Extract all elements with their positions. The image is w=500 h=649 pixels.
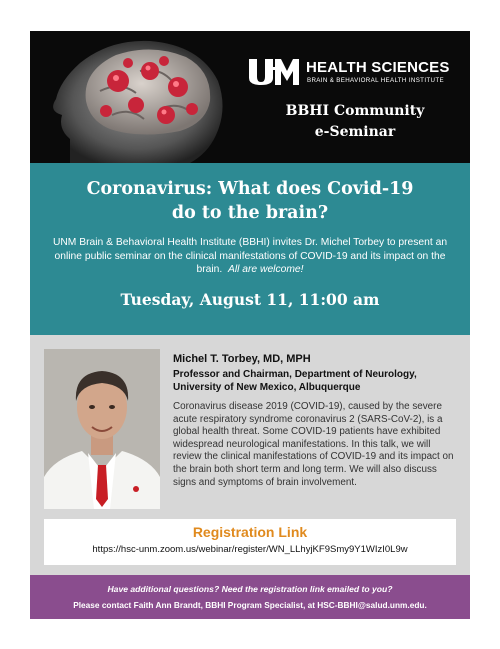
registration-box [44, 519, 456, 565]
invitation-text [40, 236, 460, 277]
footer-contact: Please contact Faith Ann Brandt, BBHI Program Specialist, at HSC-BBHI@salud.unm.edu. [73, 600, 427, 610]
event-title-line2: do to the brain? [171, 203, 329, 223]
event-date: Tuesday, August 11, 11:00 am [120, 290, 380, 309]
speaker-name: Michel T. Torbey, MD, MPH [173, 353, 311, 365]
invite-body: UNM Brain & Behavioral Health Institute (BBHI) invites Dr. Michel Torbey to present an online public seminar on the clinical manifestations of COVID-19 and its impact on the brain. [52, 237, 448, 275]
registration-label: Registration Link [192, 524, 308, 540]
event-title [30, 177, 470, 225]
speaker-portrait-image [44, 349, 160, 509]
series-subtitle: e-Seminar [314, 124, 396, 140]
series-title: BBHI Community [285, 103, 425, 119]
org-name: HEALTH SCIENCES [306, 59, 450, 76]
talk-abstract: Coronavirus disease 2019 (COVID-19), caused by the severe acute respiratory syndrome coronavirus 2 (SARS-CoV-2), is a global health threat. Some COVID-19 patients have exhibited widespread neurological manifestations. In this talk, we will review the clinical manifestations of COVID-19 and its impact on the brain both short term and long term. We will also discuss signs and symptoms of brain involvement. [173, 401, 454, 488]
unm-logo-icon [248, 57, 300, 85]
registration-url-link[interactable]: https://hsc-unm.zoom.us/webinar/register/WN_LLhyjKF9Smy9Y1WIzI0L9w [92, 544, 408, 555]
speaker-affiliation [173, 368, 417, 394]
contact-footer [30, 575, 470, 619]
event-section [30, 163, 470, 335]
org-subtitle: BRAIN & BEHAVIORAL HEALTH INSTITUTE [307, 77, 444, 84]
seminar-flyer [30, 31, 470, 619]
welcome-text: All are welcome! [227, 264, 304, 275]
speaker-photo [44, 349, 160, 509]
footer-question: Have additional questions? Need the registration link emailed to you? [107, 584, 393, 594]
event-title-line1: Coronavirus: What does Covid-19 [86, 179, 414, 199]
speaker-title-line2: University of New Mexico, Albuquerque [173, 382, 361, 393]
speaker-section [30, 335, 470, 575]
speaker-title-line1: Professor and Chairman, Department of Neurology, [173, 369, 417, 380]
brain-scan-image [40, 31, 230, 163]
header-banner [30, 31, 470, 163]
